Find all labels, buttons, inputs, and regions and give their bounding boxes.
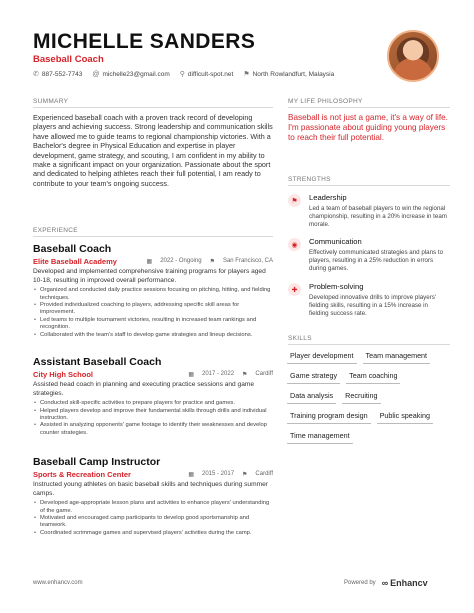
broadcast-icon: ◉ — [288, 238, 301, 251]
job-location: Cardiff — [255, 371, 273, 377]
calendar-icon: ▦ — [188, 372, 194, 378]
philosophy-quote: Baseball is not just a game, it's a way of life. I'm passionate about guiding young players to reach their full potential. — [288, 113, 448, 143]
job-title: Assistant Baseball Coach — [33, 356, 162, 368]
footer-url[interactable]: www.enhancv.com — [33, 580, 83, 586]
strength-item — [288, 282, 448, 317]
job-bullets — [33, 500, 273, 537]
strengths-divider — [288, 185, 450, 186]
list-item: • Assisted in analyzing opponents' game footage to identify their weaknesses and develop counter strategies. — [33, 422, 273, 437]
contact-email[interactable] — [92, 70, 169, 78]
summary-divider — [33, 107, 273, 108]
philosophy-heading: MY LIFE PHILOSOPHY — [288, 98, 363, 105]
company-name: Sports & Recreation Center — [33, 470, 131, 479]
experience-heading: EXPERIENCE — [33, 227, 78, 234]
job-bullets — [33, 400, 273, 437]
job-entry — [33, 356, 273, 437]
list-item: • Organized and conducted daily practice sessions focusing on pitching, hitting, and fielding techniques. — [33, 287, 273, 302]
strength-item — [288, 237, 448, 272]
footer-branding — [344, 578, 428, 588]
flag-icon: ⚑ — [288, 194, 301, 207]
skill-tag: Game strategy — [287, 369, 340, 384]
job-entry — [33, 456, 273, 537]
brand-name: Enhancv — [390, 578, 428, 588]
job-dates: 2015 - 2017 — [202, 471, 235, 477]
job-bullets — [33, 287, 273, 339]
summary-heading: SUMMARY — [33, 98, 69, 105]
skill-tag: Team management — [363, 349, 431, 364]
contact-bar — [33, 70, 334, 78]
summary-text: Experienced baseball coach with a proven track record of developing players and achieving success. Strong leadership and communication skills have allowed me to guide teams to regional championship victories. With a Bachelor's degree in Physical Education and expertise in player development, game strategy, and scouting, I am confident in my ability to make a significant impact on your organization. Passionate about the sport and dedicated to helping athletes reach their full potential, I am ready to contribute to your team's ongoing success. — [33, 113, 273, 188]
list-item: • Motivated and encouraged camp participants to develop good sportsmanship and teamwork. — [33, 515, 273, 530]
job-title: Baseball Coach — [33, 243, 112, 255]
experience-divider — [33, 236, 273, 237]
location-text: North Rowlandfurt, Malaysia — [252, 70, 335, 78]
contact-phone[interactable] — [33, 70, 82, 78]
phone-text: 887-552-7743 — [41, 70, 83, 78]
job-meta-right — [188, 471, 273, 478]
calendar-icon: ▦ — [146, 259, 153, 265]
job-meta-right — [188, 371, 273, 378]
contact-website[interactable] — [180, 70, 234, 78]
job-description: Assisted head coach in planning and executing practice sessions and game strategies. — [33, 381, 255, 397]
skills-divider — [288, 344, 450, 345]
company-name: City High School — [33, 370, 93, 379]
strength-title: Leadership — [309, 193, 347, 202]
list-item: • Led teams to multiple tournament victories, resulting in increased team rankings and recognition. — [33, 317, 273, 332]
strength-title: Communication — [309, 237, 362, 246]
location-pin-icon: ⚑ — [242, 472, 248, 478]
strength-desc: Led a team of baseball players to win the regional championship, resulting in a 20% increase in team morale. — [309, 205, 447, 228]
location-pin-icon: ⚑ — [243, 71, 250, 78]
job-location: Cardiff — [255, 471, 273, 477]
infinity-icon: ∞ — [381, 578, 389, 588]
powered-by-text: Powered by — [344, 580, 376, 586]
philosophy-divider — [288, 107, 450, 108]
skill-tag: Public speaking — [377, 409, 433, 424]
calendar-icon: ▦ — [188, 472, 194, 478]
job-dates: 2022 - Ongoing — [160, 258, 202, 264]
skill-tag: Training program design — [287, 409, 371, 424]
job-description: Instructed young athletes on basic baseball skills and techniques during summer camps. — [33, 481, 268, 497]
contact-location — [243, 70, 334, 78]
strength-desc: Effectively communicated strategies and plans to players, resulting in a 25% reduction in errors during games. — [309, 249, 444, 272]
list-item: • Helped players develop and improve their fundamental skills through drills and individual instruction. — [33, 408, 273, 423]
brand-logo[interactable] — [382, 578, 428, 588]
email-text: michelle23@gmail.com — [102, 70, 170, 78]
skill-tag: Recruiting — [342, 389, 380, 404]
puzzle-icon: ✚ — [288, 283, 301, 296]
job-title: Baseball Camp Instructor — [33, 456, 161, 468]
strengths-heading: STRENGTHS — [288, 176, 331, 183]
skills-list — [287, 349, 452, 444]
list-item: • Coordinated scrimmage games and supervised players' activities during the camp. — [33, 530, 273, 537]
website-text: difficult-spot.net — [187, 70, 234, 78]
strength-item — [288, 193, 448, 228]
job-dates: 2017 - 2022 — [202, 371, 235, 377]
job-description: Developed and implemented comprehensive training programs for players aged 10-18, resulting in improved overall performance. — [33, 268, 266, 284]
candidate-name: MICHELLE SANDERS — [33, 30, 256, 53]
location-pin-icon: ⚑ — [209, 259, 215, 265]
phone-icon: ✆ — [33, 71, 39, 78]
company-name: Elite Baseball Academy — [33, 257, 117, 266]
list-item: • Provided individualized coaching to players, addressing specific skill areas for improvement. — [33, 302, 273, 317]
skills-heading: SKILLS — [288, 335, 312, 342]
skill-tag: Data analysis — [287, 389, 336, 404]
job-meta — [33, 257, 273, 266]
job-entry — [33, 243, 273, 339]
skill-tag: Team coaching — [346, 369, 400, 384]
job-meta-right — [147, 258, 273, 265]
location-pin-icon: ⚑ — [242, 372, 248, 378]
candidate-role: Baseball Coach — [33, 54, 104, 65]
job-meta — [33, 370, 273, 379]
list-item: • Collaborated with the team's staff to develop game strategies and lineup decisions. — [33, 332, 273, 339]
strength-desc: Developed innovative drills to improve players' fielding skills, resulting in a 15% increase in fielding success rate. — [309, 294, 437, 317]
job-location: San Francisco, CA — [222, 258, 273, 264]
strength-title: Problem-solving — [309, 282, 364, 291]
at-icon: @ — [92, 70, 100, 78]
list-item: • Conducted skill-specific activities to prepare players for practice and games. — [33, 400, 273, 407]
skill-tag: Player development — [287, 349, 357, 364]
avatar — [387, 30, 439, 82]
skill-tag: Time management — [287, 429, 353, 444]
job-meta — [33, 470, 273, 479]
list-item: • Developed age-appropriate lesson plans and activities to enhance players' understanding of the game. — [33, 500, 273, 515]
link-icon: ⚲ — [179, 71, 185, 78]
